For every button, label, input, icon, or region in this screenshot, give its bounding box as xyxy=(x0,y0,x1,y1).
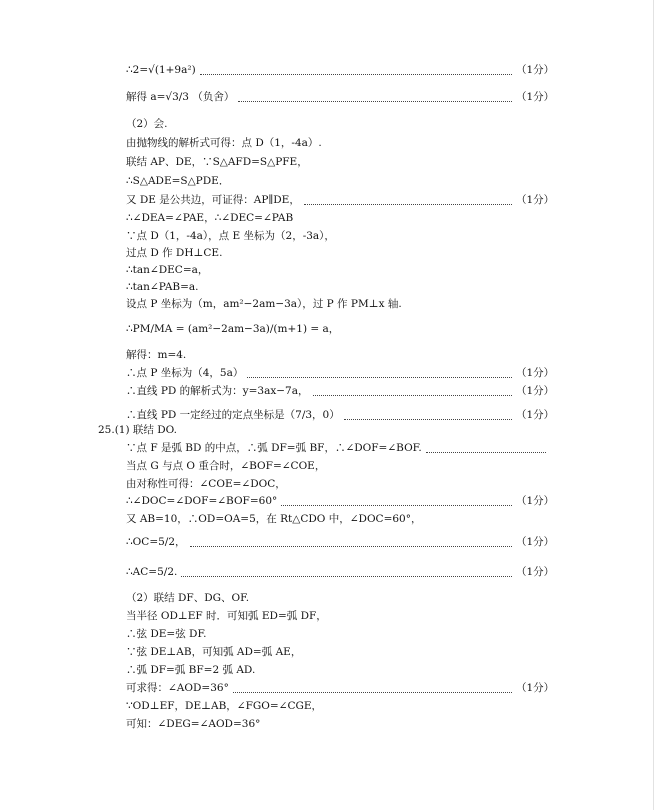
line-text: 联结 AP、DE，∵S△AFD=S△PFE， xyxy=(126,156,308,168)
leader-dots xyxy=(281,496,512,506)
line-text: ∴tan∠PAB=a. xyxy=(126,281,199,293)
score-label: （1分） xyxy=(516,566,555,578)
answer-line xyxy=(126,625,550,643)
answer-line xyxy=(126,209,550,227)
leader-dots xyxy=(200,65,512,75)
score-label: （1分） xyxy=(516,682,555,694)
question-heading xyxy=(98,421,522,439)
answer-line xyxy=(126,172,550,190)
answer-line xyxy=(126,61,555,79)
answer-line xyxy=(126,153,550,171)
answer-line xyxy=(126,346,550,364)
line-text: ∴2=√(1+9a²) xyxy=(126,64,196,76)
score-label: （1分） xyxy=(516,536,555,548)
score-label: （1分） xyxy=(516,194,555,206)
line-text: 由抛物线的解析式可得：点 D（1，-4a）. xyxy=(126,137,322,149)
line-text: ∴直线 PD 的解析式为：y=3ax−7a， xyxy=(126,385,309,397)
answer-line xyxy=(126,314,550,344)
leader-dots xyxy=(344,410,512,420)
line-text: 过点 D 作 DH⊥CE. xyxy=(126,247,223,259)
answer-line xyxy=(126,557,555,587)
line-text: ∴S△ADE=S△PDE． xyxy=(126,175,230,187)
answer-line xyxy=(126,492,555,510)
line-text: ∵点 F 是弧 BD 的中点，∴弧 DF=弧 BF，∴∠DOF=∠BOF. xyxy=(126,442,422,454)
line-text: ∴tan∠DEC=a， xyxy=(126,264,209,276)
answer-line xyxy=(126,82,555,112)
score-label: （1分） xyxy=(516,409,555,421)
answer-line xyxy=(126,295,550,313)
leader-dots xyxy=(190,537,512,547)
answer-line xyxy=(126,134,550,152)
line-text: ∴弧 DF=弧 BF=2 弧 AD. xyxy=(126,664,256,676)
line-text: （2）会. xyxy=(126,118,168,130)
answer-line xyxy=(126,457,550,475)
leader-dots xyxy=(247,368,512,378)
score-label: （1分） xyxy=(516,385,555,397)
line-text: 可求得：∠AOD=36° xyxy=(126,682,229,694)
answer-line xyxy=(126,191,555,209)
answer-line xyxy=(126,382,555,400)
leader-dots xyxy=(304,195,512,205)
line-text: ∴∠DOC=∠DOF=∠BOF=60° xyxy=(126,495,278,507)
line-text: 解得：m=4. xyxy=(126,349,187,361)
leader-dots xyxy=(313,386,513,396)
answer-line xyxy=(126,715,550,733)
line-text: ∴直线 PD 一定经过的定点坐标是（7/3，0） xyxy=(126,409,340,421)
score-label: （1分） xyxy=(516,367,555,379)
line-text: 由对称性可得：∠COE=∠DOC， xyxy=(126,478,286,490)
line-text: ∴PM/MA = (am²−2am−3a)/(m+1) = a， xyxy=(126,323,340,335)
line-text: 又 DE 是公共边，可证得：AP∥DE， xyxy=(126,194,300,206)
line-text: （2）联结 DF、DG、OF. xyxy=(126,592,250,604)
leader-dots xyxy=(426,443,546,453)
answer-line xyxy=(126,261,550,279)
line-text: 设点 P 坐标为（m，am²−2am−3a），过 P 作 PM⊥x 轴. xyxy=(126,298,402,310)
line-text: ∴点 P 坐标为（4，5a） xyxy=(126,367,244,379)
line-text: 当点 G 与点 O 重合时，∠BOF=∠COE， xyxy=(126,460,326,472)
answer-line xyxy=(126,527,555,557)
score-label: （1分） xyxy=(516,495,555,507)
score-label: （1分） xyxy=(516,64,555,76)
line-text: 可知：∠DEG=∠AOD=36° xyxy=(126,718,261,730)
answer-line xyxy=(126,244,550,262)
line-text: 解得 a=√3/3 （负舍） xyxy=(126,91,235,103)
line-text: 25.(1) 联结 DO. xyxy=(98,424,177,436)
answer-line xyxy=(126,439,550,457)
line-text: ∵OD⊥EF，DE⊥AB，∠FGO=∠CGE， xyxy=(126,700,323,712)
line-text: ∴OC=5/2， xyxy=(126,536,186,548)
line-text: ∴弦 DE=弦 DF. xyxy=(126,628,207,640)
answer-line xyxy=(126,227,550,245)
line-text: 又 AB=10，∴OD=OA=5，在 Rt△CDO 中，∠DOC=60°， xyxy=(126,513,422,525)
leader-dots xyxy=(233,683,512,693)
line-text: 当半径 OD⊥EF 时．可知弧 ED=弧 DF， xyxy=(126,610,327,622)
answer-line xyxy=(126,607,550,625)
leader-dots xyxy=(181,567,512,577)
score-label: （1分） xyxy=(516,91,555,103)
answer-line xyxy=(126,661,550,679)
line-text: ∵弦 DE⊥AB，可知弧 AD=弧 AE， xyxy=(126,646,302,658)
answer-line xyxy=(126,510,550,528)
answer-line xyxy=(126,643,550,661)
answer-line xyxy=(126,679,555,697)
answer-line xyxy=(126,115,550,133)
answer-line xyxy=(126,278,550,296)
answer-line xyxy=(126,475,550,493)
answer-line xyxy=(126,589,550,607)
leader-dots xyxy=(238,92,512,102)
answer-line xyxy=(126,697,550,715)
line-text: ∴AC=5/2. xyxy=(126,566,178,578)
answer-line xyxy=(126,364,555,382)
line-text: ∵点 D（1，-4a），点 E 坐标为（2，-3a）， xyxy=(126,230,335,242)
line-text: ∴∠DEA=∠PAE，∴∠DEC=∠PAB xyxy=(126,212,294,224)
